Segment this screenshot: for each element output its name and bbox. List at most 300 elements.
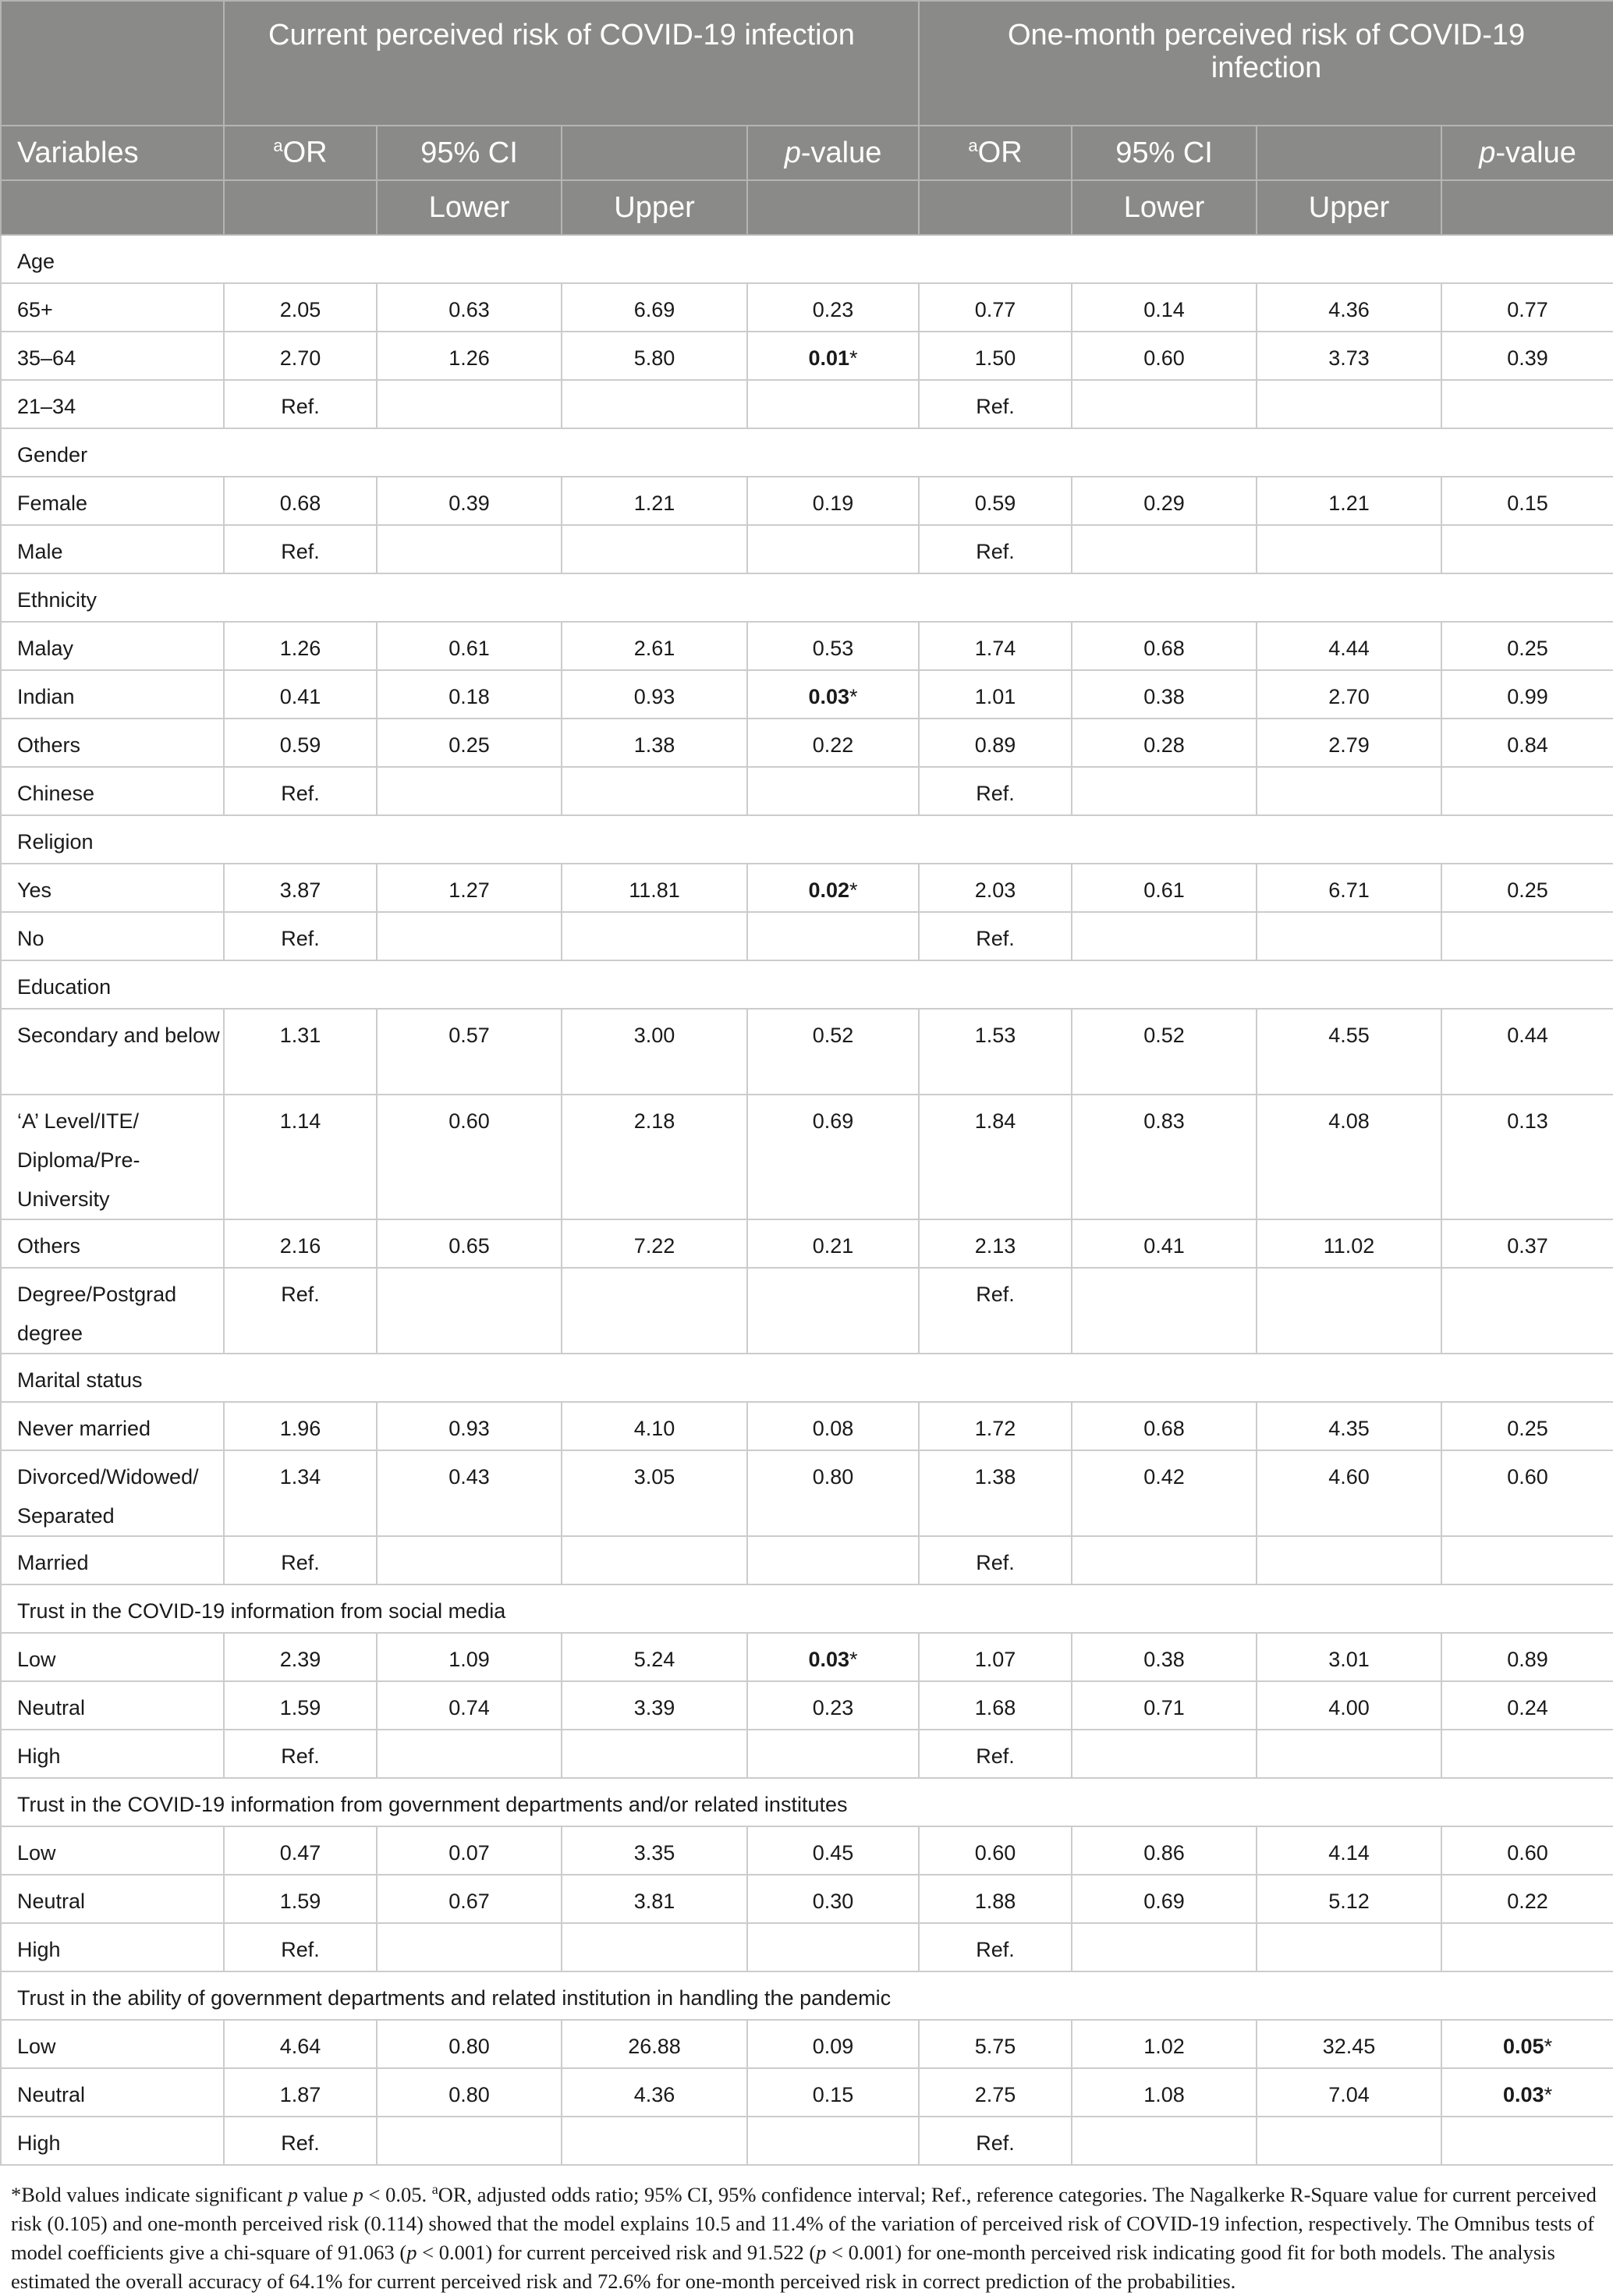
- section-row: [1, 1778, 1613, 1826]
- section-row: [1, 235, 1613, 283]
- table-row: [1, 283, 1613, 332]
- header-group-current-text: Current perceived risk of COVID-19 infection: [268, 19, 855, 51]
- value-cell: 0.44: [1441, 1009, 1613, 1095]
- value-cell: 0.84: [1441, 719, 1613, 767]
- value-cell: 0.29: [1072, 477, 1257, 525]
- value-cell: 0.52: [747, 1009, 919, 1095]
- value-cell: Ref.: [919, 1923, 1072, 1971]
- value-cell: 1.31: [224, 1009, 377, 1095]
- value-cell: [1441, 1268, 1613, 1354]
- table-row: [1, 525, 1613, 573]
- row-label: Others: [1, 1219, 224, 1268]
- value-cell: Ref.: [224, 1730, 377, 1778]
- value-cell: 0.21: [747, 1219, 919, 1268]
- value-cell: [377, 2117, 562, 2165]
- table-row: [1, 1009, 1613, 1095]
- significant-p-value: 0.03: [808, 1648, 850, 1671]
- header-blank: [1, 1, 224, 126]
- table-row: [1, 332, 1613, 380]
- row-label: Never married: [1, 1402, 224, 1450]
- aor-superscript: a: [273, 136, 283, 156]
- significant-p-value: 0.01: [808, 346, 850, 370]
- value-cell: 3.35: [562, 1826, 747, 1875]
- value-cell: 2.18: [562, 1095, 747, 1219]
- value-cell: 0.80: [747, 1450, 919, 1536]
- value-cell: [1072, 912, 1257, 960]
- value-cell: [562, 1268, 747, 1354]
- value-cell: 0.99: [1441, 670, 1613, 719]
- value-cell: [1441, 2068, 1613, 2117]
- header-group-current: [224, 1, 919, 126]
- section-row: [1, 428, 1613, 477]
- value-cell: 0.41: [224, 670, 377, 719]
- footnote-p: p: [816, 2240, 827, 2264]
- value-cell: [747, 1268, 919, 1354]
- value-cell: 1.38: [562, 719, 747, 767]
- value-cell: 2.13: [919, 1219, 1072, 1268]
- value-cell: 4.08: [1257, 1095, 1441, 1219]
- value-cell: 5.24: [562, 1633, 747, 1681]
- table-row: [1, 1536, 1613, 1584]
- value-cell: 0.22: [1441, 1875, 1613, 1923]
- value-cell: 1.21: [1257, 477, 1441, 525]
- value-cell: 0.59: [919, 477, 1072, 525]
- table-row: [1, 1095, 1613, 1219]
- value-cell: 0.60: [919, 1826, 1072, 1875]
- value-cell: 0.60: [377, 1095, 562, 1219]
- row-label: High: [1, 2117, 224, 2165]
- value-cell: [377, 912, 562, 960]
- value-cell: Ref.: [224, 912, 377, 960]
- value-cell: 0.77: [1441, 283, 1613, 332]
- value-cell: Ref.: [919, 525, 1072, 573]
- value-cell: 4.10: [562, 1402, 747, 1450]
- value-cell: 0.77: [919, 283, 1072, 332]
- value-cell: 0.89: [1441, 1633, 1613, 1681]
- p-italic: p: [784, 136, 801, 169]
- value-cell: 0.69: [1072, 1875, 1257, 1923]
- section-label: Trust in the ability of government departments and related institution in handling the pandemic: [1, 1971, 1613, 2020]
- section-row: [1, 815, 1613, 864]
- value-cell: Ref.: [224, 1536, 377, 1584]
- section-label: Age: [1, 235, 1613, 283]
- value-cell: 2.70: [1257, 670, 1441, 719]
- value-cell: [1257, 1730, 1441, 1778]
- value-cell: 1.72: [919, 1402, 1072, 1450]
- value-cell: 0.53: [747, 622, 919, 670]
- significance-marker: *: [849, 685, 858, 708]
- value-cell: 1.84: [919, 1095, 1072, 1219]
- value-cell: [747, 1923, 919, 1971]
- value-cell: 1.26: [224, 622, 377, 670]
- value-cell: 1.96: [224, 1402, 377, 1450]
- value-cell: [747, 1536, 919, 1584]
- footnote-text: *Bold values indicate significant: [11, 2182, 288, 2206]
- value-cell: [747, 1730, 919, 1778]
- value-cell: 0.47: [224, 1826, 377, 1875]
- aor-superscript: a: [968, 136, 978, 156]
- table-row: [1, 2020, 1613, 2068]
- value-cell: 0.52: [1072, 1009, 1257, 1095]
- value-cell: 0.25: [1441, 864, 1613, 912]
- value-cell: [562, 912, 747, 960]
- table-row: [1, 477, 1613, 525]
- row-label: Malay: [1, 622, 224, 670]
- table-row: [1, 912, 1613, 960]
- value-cell: 0.74: [377, 1681, 562, 1730]
- header-group-onemonth-text: One-month perceived risk of COVID-19 infection: [1007, 19, 1526, 84]
- table-row: [1, 1450, 1613, 1536]
- value-cell: 4.36: [1257, 283, 1441, 332]
- value-cell: [1257, 1268, 1441, 1354]
- header-blank-ci-current: [562, 126, 747, 180]
- value-cell: [1072, 380, 1257, 428]
- value-cell: 0.83: [1072, 1095, 1257, 1219]
- significant-p-value: 0.02: [808, 878, 850, 902]
- value-cell: 3.05: [562, 1450, 747, 1536]
- value-cell: 0.80: [377, 2068, 562, 2117]
- value-cell: 0.68: [224, 477, 377, 525]
- row-label: Married: [1, 1536, 224, 1584]
- value-cell: [1072, 2117, 1257, 2165]
- value-cell: 0.68: [1072, 1402, 1257, 1450]
- value-cell: 0.39: [1441, 332, 1613, 380]
- row-label: Chinese: [1, 767, 224, 815]
- value-cell: 0.57: [377, 1009, 562, 1095]
- header-aor-current: [224, 126, 377, 180]
- value-cell: [1257, 380, 1441, 428]
- value-cell: [1072, 1923, 1257, 1971]
- value-cell: 0.67: [377, 1875, 562, 1923]
- value-cell: 0.59: [224, 719, 377, 767]
- header-blank: [1441, 180, 1613, 235]
- value-cell: 1.34: [224, 1450, 377, 1536]
- value-cell: 5.75: [919, 2020, 1072, 2068]
- significance-marker: *: [1544, 2035, 1553, 2058]
- row-label: ‘A’ Level/ITE/ Diploma/Pre-University: [1, 1095, 224, 1219]
- section-label: Ethnicity: [1, 573, 1613, 622]
- header-ci-onemonth: 95% CI: [1072, 126, 1257, 180]
- row-label: Neutral: [1, 1681, 224, 1730]
- value-cell: 32.45: [1257, 2020, 1441, 2068]
- row-label: Low: [1, 2020, 224, 2068]
- value-cell: 7.04: [1257, 2068, 1441, 2117]
- value-cell: 0.15: [747, 2068, 919, 2117]
- value-cell: 1.87: [224, 2068, 377, 2117]
- row-label: Male: [1, 525, 224, 573]
- row-label: Divorced/Widowed/ Separated: [1, 1450, 224, 1536]
- value-cell: 6.71: [1257, 864, 1441, 912]
- value-cell: [747, 767, 919, 815]
- p-rest: -value: [1495, 136, 1576, 169]
- value-cell: 0.24: [1441, 1681, 1613, 1730]
- value-cell: [1257, 2117, 1441, 2165]
- value-cell: [1072, 525, 1257, 573]
- value-cell: Ref.: [224, 525, 377, 573]
- value-cell: 0.23: [747, 283, 919, 332]
- header-group-onemonth: [919, 1, 1613, 126]
- value-cell: Ref.: [919, 912, 1072, 960]
- value-cell: 4.55: [1257, 1009, 1441, 1095]
- value-cell: 3.73: [1257, 332, 1441, 380]
- value-cell: 3.01: [1257, 1633, 1441, 1681]
- value-cell: [562, 2117, 747, 2165]
- header-aor-onemonth: [919, 126, 1072, 180]
- value-cell: 4.36: [562, 2068, 747, 2117]
- table-row: [1, 380, 1613, 428]
- aor-label: OR: [977, 136, 1023, 169]
- section-label: Marital status: [1, 1354, 1613, 1402]
- value-cell: [747, 670, 919, 719]
- value-cell: 0.13: [1441, 1095, 1613, 1219]
- table-body: [1, 235, 1613, 2165]
- value-cell: 1.21: [562, 477, 747, 525]
- header-variables: Variables: [1, 126, 224, 180]
- value-cell: 0.61: [377, 622, 562, 670]
- table-header: [1, 1, 1613, 235]
- value-cell: 2.05: [224, 283, 377, 332]
- value-cell: 1.27: [377, 864, 562, 912]
- value-cell: 0.89: [919, 719, 1072, 767]
- value-cell: 2.39: [224, 1633, 377, 1681]
- value-cell: [1257, 912, 1441, 960]
- header-blank: [919, 180, 1072, 235]
- value-cell: 1.59: [224, 1681, 377, 1730]
- value-cell: 0.42: [1072, 1450, 1257, 1536]
- section-label: Trust in the COVID-19 information from government departments and/or related institutes: [1, 1778, 1613, 1826]
- header-p-current: [747, 126, 919, 180]
- row-label: Female: [1, 477, 224, 525]
- section-label: Religion: [1, 815, 1613, 864]
- value-cell: [1257, 767, 1441, 815]
- value-cell: 26.88: [562, 2020, 747, 2068]
- value-cell: [1257, 1536, 1441, 1584]
- value-cell: 4.64: [224, 2020, 377, 2068]
- header-blank-ci-onemonth: [1257, 126, 1441, 180]
- value-cell: 2.16: [224, 1219, 377, 1268]
- value-cell: 0.25: [1441, 1402, 1613, 1450]
- value-cell: 0.71: [1072, 1681, 1257, 1730]
- value-cell: 0.43: [377, 1450, 562, 1536]
- header-upper-onemonth: Upper: [1257, 180, 1441, 235]
- value-cell: [1072, 1268, 1257, 1354]
- value-cell: [747, 912, 919, 960]
- value-cell: 2.03: [919, 864, 1072, 912]
- value-cell: Ref.: [919, 2117, 1072, 2165]
- footnote-p: p: [287, 2182, 298, 2206]
- value-cell: [562, 525, 747, 573]
- table-row: [1, 1268, 1613, 1354]
- value-cell: [1441, 2117, 1613, 2165]
- value-cell: 0.09: [747, 2020, 919, 2068]
- section-row: [1, 1354, 1613, 1402]
- row-label: High: [1, 1923, 224, 1971]
- value-cell: 0.63: [377, 283, 562, 332]
- value-cell: 1.07: [919, 1633, 1072, 1681]
- table-row: [1, 2068, 1613, 2117]
- value-cell: 0.60: [1072, 332, 1257, 380]
- value-cell: 3.81: [562, 1875, 747, 1923]
- value-cell: [562, 767, 747, 815]
- header-p-onemonth: [1441, 126, 1613, 180]
- value-cell: [747, 332, 919, 380]
- section-row: [1, 1971, 1613, 2020]
- footnote-p: p: [406, 2240, 417, 2264]
- table-row: [1, 1826, 1613, 1875]
- value-cell: 5.12: [1257, 1875, 1441, 1923]
- footnote-text: < 0.05.: [363, 2182, 432, 2206]
- value-cell: [377, 525, 562, 573]
- value-cell: Ref.: [919, 380, 1072, 428]
- value-cell: [747, 864, 919, 912]
- value-cell: 0.80: [377, 2020, 562, 2068]
- significance-marker: *: [849, 878, 858, 902]
- value-cell: 0.69: [747, 1095, 919, 1219]
- value-cell: 0.19: [747, 477, 919, 525]
- table-row: [1, 2117, 1613, 2165]
- value-cell: 0.37: [1441, 1219, 1613, 1268]
- footnote-text: < 0.001) for current perceived risk and 91.522 (: [417, 2240, 817, 2264]
- value-cell: 1.50: [919, 332, 1072, 380]
- value-cell: 2.70: [224, 332, 377, 380]
- row-label: Secondary and below: [1, 1009, 224, 1095]
- row-label: Neutral: [1, 2068, 224, 2117]
- aor-label: OR: [282, 136, 328, 169]
- value-cell: 5.80: [562, 332, 747, 380]
- section-row: [1, 1584, 1613, 1633]
- value-cell: [1441, 912, 1613, 960]
- value-cell: 3.00: [562, 1009, 747, 1095]
- value-cell: 1.38: [919, 1450, 1072, 1536]
- footnote-p: p: [353, 2182, 363, 2206]
- value-cell: 0.25: [377, 719, 562, 767]
- value-cell: Ref.: [919, 767, 1072, 815]
- value-cell: [1441, 525, 1613, 573]
- value-cell: 1.88: [919, 1875, 1072, 1923]
- value-cell: [1072, 1730, 1257, 1778]
- value-cell: 11.02: [1257, 1219, 1441, 1268]
- value-cell: 0.23: [747, 1681, 919, 1730]
- value-cell: 0.38: [1072, 1633, 1257, 1681]
- value-cell: 3.39: [562, 1681, 747, 1730]
- value-cell: 4.60: [1257, 1450, 1441, 1536]
- value-cell: 0.86: [1072, 1826, 1257, 1875]
- value-cell: [1441, 380, 1613, 428]
- value-cell: 0.39: [377, 477, 562, 525]
- value-cell: [562, 1536, 747, 1584]
- significant-p-value: 0.03: [1503, 2083, 1544, 2106]
- value-cell: [1072, 767, 1257, 815]
- table-row: [1, 719, 1613, 767]
- value-cell: [1441, 767, 1613, 815]
- value-cell: Ref.: [919, 1536, 1072, 1584]
- table-row: [1, 622, 1613, 670]
- value-cell: Ref.: [224, 2117, 377, 2165]
- value-cell: 1.01: [919, 670, 1072, 719]
- value-cell: [747, 2117, 919, 2165]
- footnote-text: < 0.001) for one-month perceived risk indicating good fit for both models. The analysis estimated the overall accuracy of 64.1% for current perceived risk and 72.6% for one-month perceived risk in correct prediction of the probabilities.: [11, 2240, 1555, 2293]
- value-cell: [562, 380, 747, 428]
- table-row: [1, 1923, 1613, 1971]
- value-cell: 0.68: [1072, 622, 1257, 670]
- value-cell: 0.22: [747, 719, 919, 767]
- value-cell: [747, 380, 919, 428]
- value-cell: 1.53: [919, 1009, 1072, 1095]
- value-cell: [1441, 1730, 1613, 1778]
- header-blank: [224, 180, 377, 235]
- value-cell: 1.26: [377, 332, 562, 380]
- significant-p-value: 0.03: [808, 685, 850, 708]
- value-cell: 1.09: [377, 1633, 562, 1681]
- header-ci-current: 95% CI: [377, 126, 562, 180]
- table-row: [1, 1681, 1613, 1730]
- value-cell: 0.65: [377, 1219, 562, 1268]
- value-cell: [1441, 1536, 1613, 1584]
- header-upper-current: Upper: [562, 180, 747, 235]
- row-label: Degree/Postgrad degree: [1, 1268, 224, 1354]
- value-cell: 0.41: [1072, 1219, 1257, 1268]
- row-label: 21–34: [1, 380, 224, 428]
- value-cell: 0.08: [747, 1402, 919, 1450]
- value-cell: [747, 1633, 919, 1681]
- table-footnote: [0, 2166, 1613, 2296]
- value-cell: 4.44: [1257, 622, 1441, 670]
- value-cell: [1072, 1536, 1257, 1584]
- value-cell: 11.81: [562, 864, 747, 912]
- footnote-text: value: [297, 2182, 353, 2206]
- value-cell: 3.87: [224, 864, 377, 912]
- value-cell: 4.00: [1257, 1681, 1441, 1730]
- value-cell: Ref.: [919, 1730, 1072, 1778]
- value-cell: Ref.: [224, 1923, 377, 1971]
- table-row: [1, 1219, 1613, 1268]
- p-rest: -value: [800, 136, 882, 169]
- section-row: [1, 573, 1613, 622]
- table-row: [1, 1730, 1613, 1778]
- value-cell: [1257, 1923, 1441, 1971]
- value-cell: 0.15: [1441, 477, 1613, 525]
- value-cell: Ref.: [224, 1268, 377, 1354]
- value-cell: 1.14: [224, 1095, 377, 1219]
- value-cell: [377, 1923, 562, 1971]
- value-cell: 6.69: [562, 283, 747, 332]
- table-row: [1, 1875, 1613, 1923]
- value-cell: 0.14: [1072, 283, 1257, 332]
- value-cell: 0.93: [377, 1402, 562, 1450]
- row-label: 65+: [1, 283, 224, 332]
- value-cell: 0.60: [1441, 1826, 1613, 1875]
- value-cell: 0.93: [562, 670, 747, 719]
- row-label: Yes: [1, 864, 224, 912]
- value-cell: 1.74: [919, 622, 1072, 670]
- value-cell: 0.25: [1441, 622, 1613, 670]
- value-cell: 0.07: [377, 1826, 562, 1875]
- significance-marker: *: [849, 346, 858, 370]
- footnote-sup: a: [431, 2181, 438, 2197]
- table-row: [1, 1633, 1613, 1681]
- value-cell: [562, 1923, 747, 1971]
- value-cell: 0.38: [1072, 670, 1257, 719]
- table-row: [1, 864, 1613, 912]
- header-lower-onemonth: Lower: [1072, 180, 1257, 235]
- value-cell: [562, 1730, 747, 1778]
- value-cell: [377, 1268, 562, 1354]
- row-label: High: [1, 1730, 224, 1778]
- value-cell: Ref.: [224, 380, 377, 428]
- significance-marker: *: [1544, 2083, 1553, 2106]
- value-cell: 1.02: [1072, 2020, 1257, 2068]
- value-cell: 2.79: [1257, 719, 1441, 767]
